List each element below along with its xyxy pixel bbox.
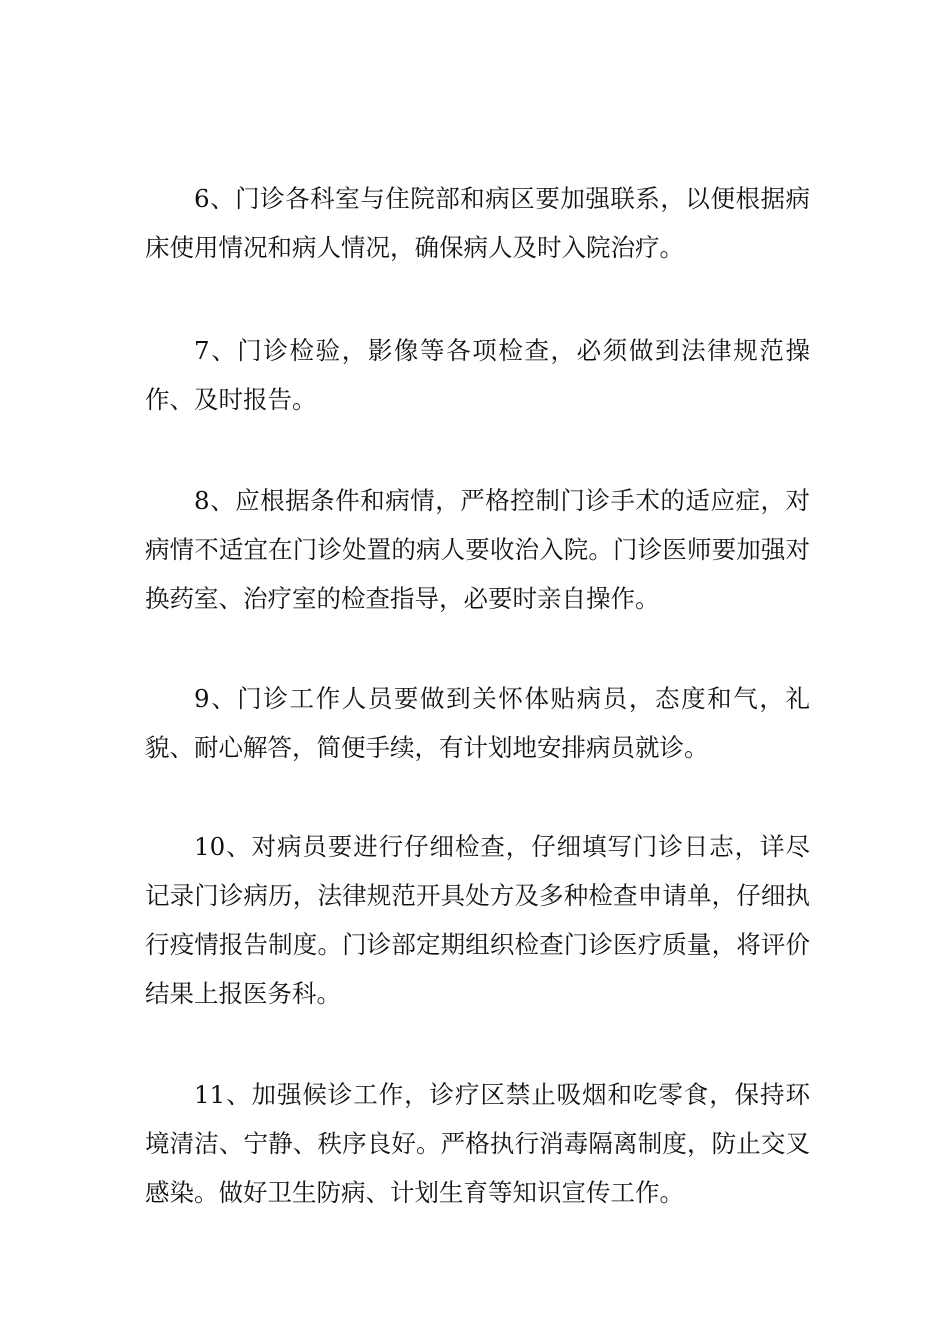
paragraph-item-6: 6、门诊各科室与住院部和病区要加强联系，以便根据病床使用情况和病人情况，确保病人及时入院治疗。 xyxy=(145,184,810,262)
paragraph-item-9: 9、门诊工作人员要做到关怀体贴病员，态度和气，礼貌、耐心解答，简便手续，有计划地安排病员就诊。 xyxy=(145,684,810,762)
paragraph-item-8: 8、应根据条件和病情，严格控制门诊手术的适应症，对病情不适宜在门诊处置的病人要收治入院。门诊医师要加强对换药室、治疗室的检查指导，必要时亲自操作。 xyxy=(145,486,810,613)
paragraph-item-10: 10、对病员要进行仔细检查，仔细填写门诊日志，详尽记录门诊病历，法律规范开具处方及多种检查申请单，仔细执行疫情报告制度。门诊部定期组织检查门诊医疗质量，将评价结果上报医务科。 xyxy=(145,832,810,1008)
paragraph-item-7: 7、门诊检验，影像等各项检查，必须做到法律规范操作、及时报告。 xyxy=(145,336,810,414)
paragraph-item-11: 11、加强候诊工作，诊疗区禁止吸烟和吃零食，保持环境清洁、宁静、秩序良好。严格执行消毒隔离制度，防止交叉感染。做好卫生防病、计划生育等知识宣传工作。 xyxy=(145,1080,810,1207)
